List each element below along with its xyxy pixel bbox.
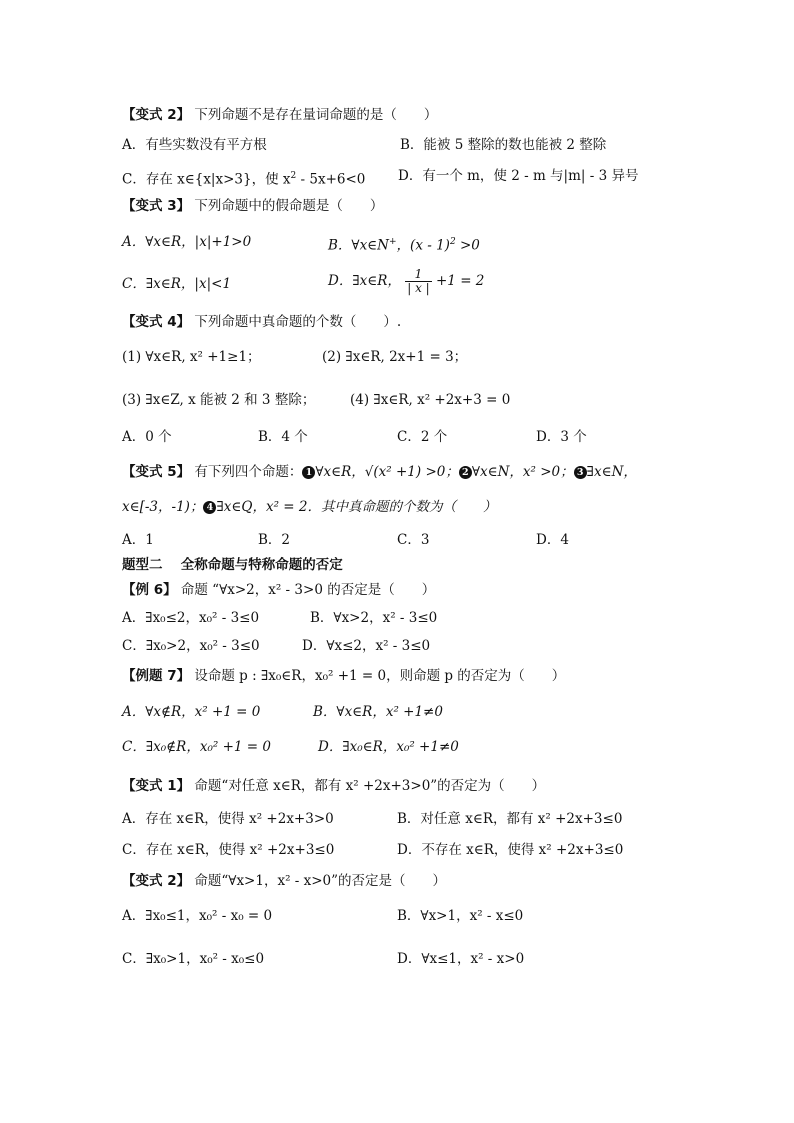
statement-3: ∃x∈N， [586,464,637,480]
proposition-4: (4) ∃x∈R, x² +2x+3 = 0 [350,392,511,408]
option-d: D．不存在 x∈R，使得 x² +2x+3≤0 [397,842,624,858]
question-label: 【变式 4】 [122,314,191,330]
option-d: D．∀x≤1，x² - x>0 [397,951,525,967]
question-variant-2-second [122,872,446,890]
option-b: B．2 [258,532,291,548]
circled-number-3: 3 [574,466,587,479]
option-d: D．∀x≤2，x² - 3≤0 [302,638,431,654]
option-b: B．∀x∈R，x² +1≠0 [313,704,443,720]
option-d: D．4 [536,532,569,548]
fraction-denominator: | x | [407,281,430,295]
section-title: 题型二 全称命题与特称命题的否定 [122,557,343,573]
option-c: C．存在 x∈R，使得 x² +2x+3≤0 [122,842,335,858]
exponent: 2 [290,171,297,181]
option-b-tail: >0 [455,237,480,254]
option-d-text: D．∃x∈R， [328,273,401,289]
statement-2: ∀x∈N，x² >0； [471,464,574,480]
circled-number-1: 1 [302,466,315,479]
option-a: A．1 [122,532,154,548]
option-b: B．对任意 x∈R，都有 x² +2x+3≤0 [397,811,623,827]
fraction [405,268,431,295]
option-c [122,167,365,189]
question-label: 【变式 3】 [122,198,191,214]
option-b-mid: ，(x - 1) [396,237,450,254]
fraction-numerator: 1 [405,268,431,282]
option-a: A．有些实数没有平方根 [122,137,267,153]
option-b: B．能被 5 整除的数也能被 2 整除 [400,137,607,153]
question-label: 【例题 7】 [122,668,191,684]
statement-4: ∃x∈Q，x² = 2．其中真命题的个数为（ ） [216,499,497,515]
question-label: 【变式 2】 [122,107,191,123]
option-c: C．∃x∈R，|x|<1 [122,276,232,292]
question-variant-5 [122,463,637,481]
option-c-text: C．存在 x∈{x|x>3}，使 x [122,171,291,188]
option-d-tail: +1 = 2 [436,273,485,289]
question-label: 【变式 5】 [122,464,191,480]
proposition-3: (3) ∃x∈Z, x 能被 2 和 3 整除； [122,392,316,408]
question-label: 【变式 1】 [122,778,191,794]
option-b [328,233,480,255]
question-stem: 下列命题中的假命题是（ ） [194,198,384,214]
question-variant-5-cont [122,498,496,516]
option-a: A．∃x₀≤1，x₀² - x₀ = 0 [122,908,273,924]
option-c: C．2 个 [397,429,448,445]
proposition-2: (2) ∃x∈R, 2x+1 = 3； [322,349,468,365]
option-c: C．∃x₀>1，x₀² - x₀≤0 [122,951,265,967]
option-a: A．∀x∈R，|x|+1>0 [122,234,252,250]
question-stem: 命题 “∀x>2，x² - 3>0 的否定是（ ） [180,582,436,598]
question-variant-1 [122,777,545,795]
question-label: 【变式 2】 [122,873,191,889]
exponent: 2 [449,237,456,247]
option-c-tail: - 5x+6<0 [296,171,366,188]
example-7 [122,667,565,685]
proposition-1: (1) ∀x∈R, x² +1≥1； [122,349,261,365]
option-d: D．3 个 [536,429,587,445]
question-variant-4 [122,313,401,331]
option-d: D．有一个 m，使 2 - m 与|m| - 3 异号 [398,168,639,184]
question-stem: 有下列四个命题： [194,464,303,480]
statement-1: ∀x∈R，√(x² +1) >0； [315,464,459,480]
option-a: A．∃x₀≤2，x₀² - 3≤0 [122,610,260,626]
option-a: A．存在 x∈R，使得 x² +2x+3>0 [122,811,334,827]
question-stem: 下列命题中真命题的个数（ ）. [194,314,402,330]
question-variant-2 [122,106,437,124]
option-c: C．∃x₀>2，x₀² - 3≤0 [122,638,260,654]
question-stem: 命题“∀x>1，x² - x>0”的否定是（ ） [194,873,447,889]
question-stem: 设命题 p : ∃x₀∈R，x₀² +1 = 0，则命题 p 的否定为（ ） [194,668,566,684]
question-label: 【例 6】 [122,582,177,598]
circled-number-2: 2 [459,466,472,479]
superscript-plus: + [389,237,397,247]
question-stem: 命题“对任意 x∈R，都有 x² +2x+3>0”的否定为（ ） [194,778,546,794]
statement-3-cont: x∈[-3，-1)； [122,499,204,515]
option-a: A．0 个 [122,429,172,445]
option-b: B．∀x>1，x² - x≤0 [397,908,524,924]
option-a: A．∀x∉R，x² +1 = 0 [122,704,261,720]
option-b: B．∀x>2，x² - 3≤0 [310,610,438,626]
option-b: B．4 个 [258,429,308,445]
circled-number-4: 4 [203,501,216,514]
option-d: D．∃x₀∈R，x₀² +1≠0 [318,739,459,755]
question-variant-3 [122,197,383,215]
option-b-text: B．∀x∈N [328,237,389,254]
option-c: C．3 [397,532,430,548]
example-6 [122,581,435,599]
question-stem: 下列命题不是存在量词命题的是（ ） [194,107,438,123]
option-c: C．∃x₀∉R，x₀² +1 = 0 [122,739,271,755]
option-d [328,268,484,295]
